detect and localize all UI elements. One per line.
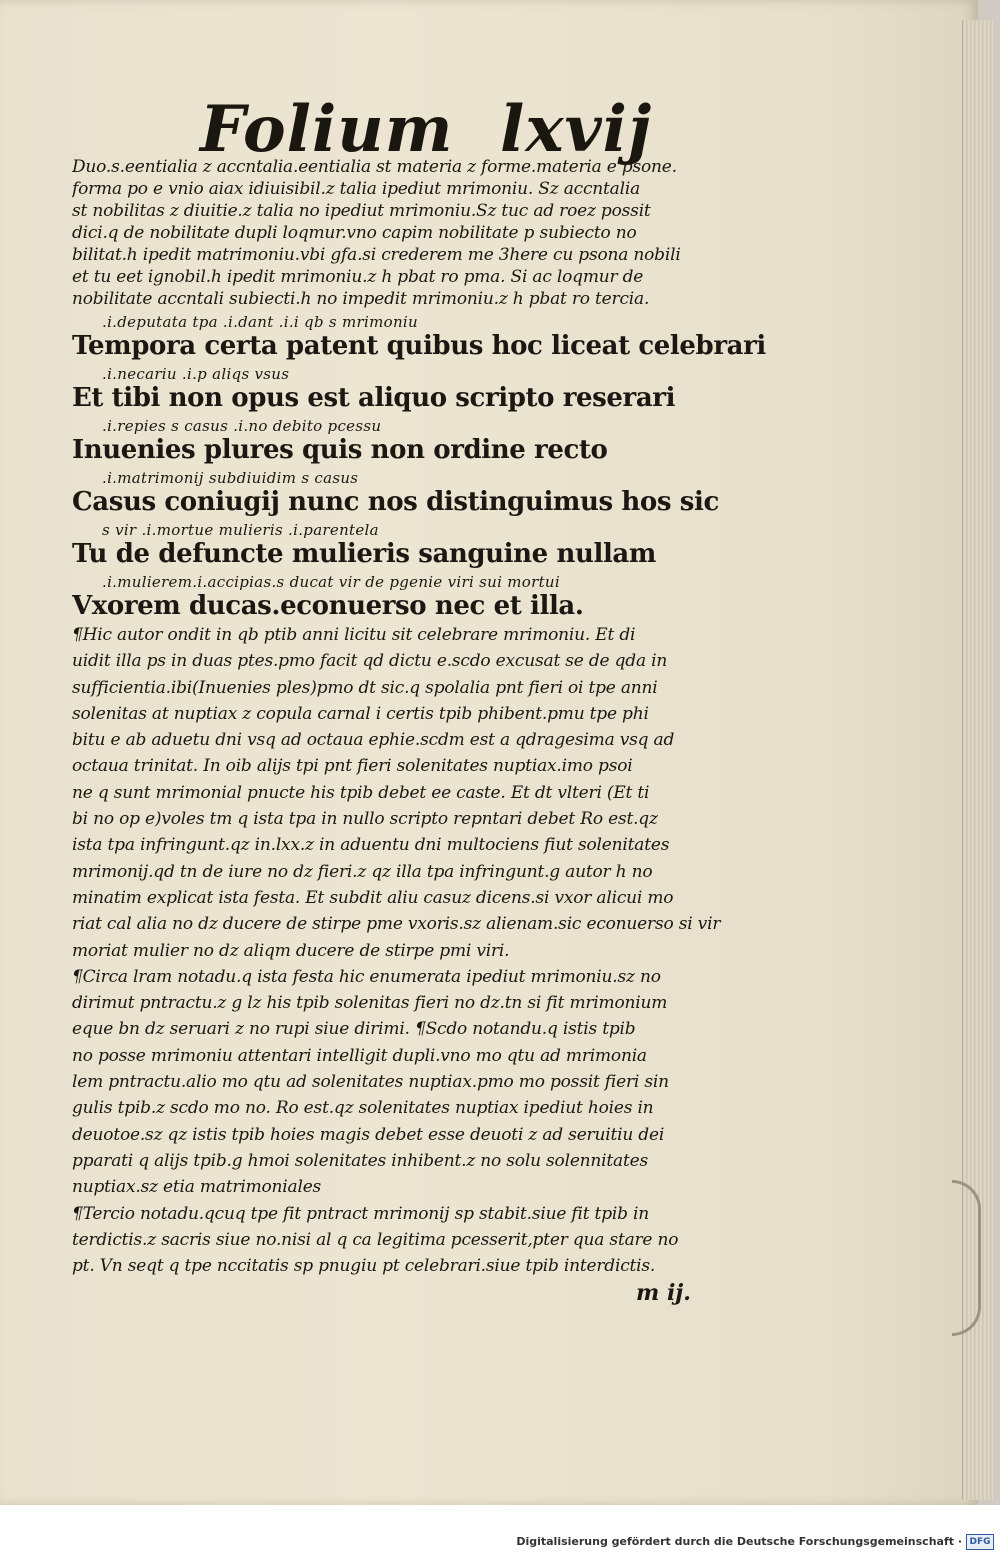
interlinear-gloss: .i.deputata tpa .i.dant .i.i qb s mrimoniu [102, 313, 418, 331]
prose-line: dici.q de nobilitate dupli loqmur.vno capim nobilitate p subiecto no [72, 223, 637, 243]
header-folio-number: lxvij [500, 92, 653, 167]
prose-line: nobilitate accntali subiecti.h no impedit mrimoniu.z h pbat ro tercia. [72, 289, 650, 309]
commentary-line: dirimut pntractu.z g lz his tpib solenitas fieri no dz.tn si fit mrimonium [72, 993, 668, 1014]
interlinear-gloss: .i.repies s casus .i.no debito pcessu [102, 417, 382, 435]
verse-line: Et tibi non opus est aliquo scripto reserari [72, 384, 676, 413]
commentary-line: ¶Tercio notadu.qcuq tpe fit pntract mrimonij sp stabit.siue fit tpib in [72, 1203, 649, 1224]
commentary-line: gulis tpib.z scdo mo no. Ro est.qz solenitates nuptiax ipediut hoies in [72, 1098, 654, 1119]
commentary-line: uidit illa ps in duas ptes.pmo facit qd dictu e.scdo excusat se de qda in [72, 651, 668, 672]
commentary-line: nuptiax.sz etia matrimoniales [72, 1177, 322, 1198]
verse-line: Tu de defuncte mulieris sanguine nullam [72, 540, 656, 569]
commentary-line: deuotoe.sz qz istis tpib hoies magis debet esse deuoti z ad seruitiu dei [72, 1124, 665, 1145]
commentary-line: riat cal alia no dz ducere de stirpe pme vxoris.sz alienam.sic econuerso si vir [72, 914, 721, 935]
verse-line: Casus coniugij nunc nos distinguimus hos sic [72, 488, 719, 517]
footer-bar [0, 1505, 1000, 1552]
commentary-line: pt. Vn seqt q tpe nccitatis sp pnugiu pt celebrari.siue tpib interdictis. [72, 1256, 656, 1277]
commentary-line: mrimonij.qd tn de iure no dz fieri.z qz illa tpa infringunt.g autor h no [72, 861, 653, 882]
signature-mark: m ij. [636, 1280, 691, 1306]
commentary-line: solenitas at nuptiax z copula carnal i certis tpib phibent.pmu tpe phi [72, 703, 649, 724]
verse-line: Inuenies plures quis non ordine recto [72, 436, 608, 465]
prose-line: et tu eet ignobil.h ipedit mrimoniu.z h pbat ro pma. Si ac loqmur de [72, 267, 644, 287]
funding-credit: Digitalisierung gefördert durch die Deutsche Forschungsgemeinschaft · [516, 1535, 962, 1548]
commentary-line: sufficientia.ibi(Inuenies ples)pmo dt sic.q spolalia pnt fieri oi tpe anni [72, 677, 658, 698]
page-clip-icon [952, 1180, 981, 1336]
commentary-line: ¶Hic autor ondit in qb ptib anni licitu sit celebrare mrimoniu. Et di [72, 625, 636, 645]
verse-line: Vxorem ducas.econuerso nec et illa. [72, 592, 584, 621]
commentary-line: ista tpa infringunt.qz in.lxx.z in aduentu dni multociens fiut solenitates [72, 835, 670, 856]
dfg-logo-icon: DFG [966, 1534, 994, 1550]
commentary-line: moriat mulier no dz aliqm ducere de stirpe pmi viri. [72, 940, 510, 961]
prose-line: st nobilitas z diuitie.z talia no ipediut mrimoniu.Sz tuc ad roez possit [72, 201, 651, 221]
interlinear-gloss: .i.mulierem.i.accipias.s ducat vir de pgenie viri sui mortui [102, 573, 560, 591]
commentary-line: pparati q alijs tpib.g hmoi solenitates inhibent.z no solu solennitates [72, 1150, 648, 1171]
interlinear-gloss: s vir .i.mortue mulieris .i.parentela [102, 521, 379, 539]
commentary-line: no posse mrimoniu attentari intelligit dupli.vno mo qtu ad mrimonia [72, 1045, 647, 1066]
commentary-line: terdictis.z sacris siue no.nisi al q ca legitima pcesserit,pter qua stare no [72, 1229, 679, 1250]
verse-line: Tempora certa patent quibus hoc liceat celebrari [72, 332, 766, 361]
commentary-block [72, 622, 772, 1279]
prose-block [72, 156, 772, 310]
prose-line: Duo.s.eentialia z accntalia.eentialia st materia z forme.materia e psone. [72, 157, 677, 177]
prose-line: bilitat.h ipedit matrimoniu.vbi gfa.si crederem me 3here cu psona nobili [72, 245, 681, 265]
page-text [72, 156, 772, 1279]
header-word: Folium [200, 92, 454, 167]
commentary-line: eque bn dz seruari z no rupi siue dirimi. ¶Scdo notandu.q istis tpib [72, 1019, 636, 1040]
commentary-line: bitu e ab aduetu dni vsq ad octaua ephie.scdm est a qdragesima vsq ad [72, 730, 675, 751]
interlinear-gloss: .i.matrimonij subdiuidim s casus [102, 469, 359, 487]
commentary-line: lem pntractu.alio mo qtu ad solenitates nuptiax.pmo mo possit fieri sin [72, 1072, 669, 1093]
interlinear-gloss: .i.necariu .i.p aliqs vsus [102, 365, 290, 383]
commentary-line: ¶Circa lram notadu.q ista festa hic enumerata ipediut mrimoniu.sz no [72, 966, 661, 987]
verse-block [72, 310, 772, 622]
commentary-line: ne q sunt mrimonial pnucte his tpib debet ee caste. Et dt vlteri (Et ti [72, 782, 650, 803]
commentary-line: bi no op e)voles tm q ista tpa in nullo scripto repntari debet Ro est.qz [72, 809, 658, 830]
prose-line: forma po e vnio aiax idiuisibil.z talia ipediut mrimoniu. Sz accntalia [72, 179, 641, 199]
commentary-line: minatim explicat ista festa. Et subdit aliu casuz dicens.si vxor alicui mo [72, 887, 674, 908]
commentary-line: octaua trinitat. In oib alijs tpi pnt fieri solenitates nuptiax.imo psoi [72, 756, 633, 777]
